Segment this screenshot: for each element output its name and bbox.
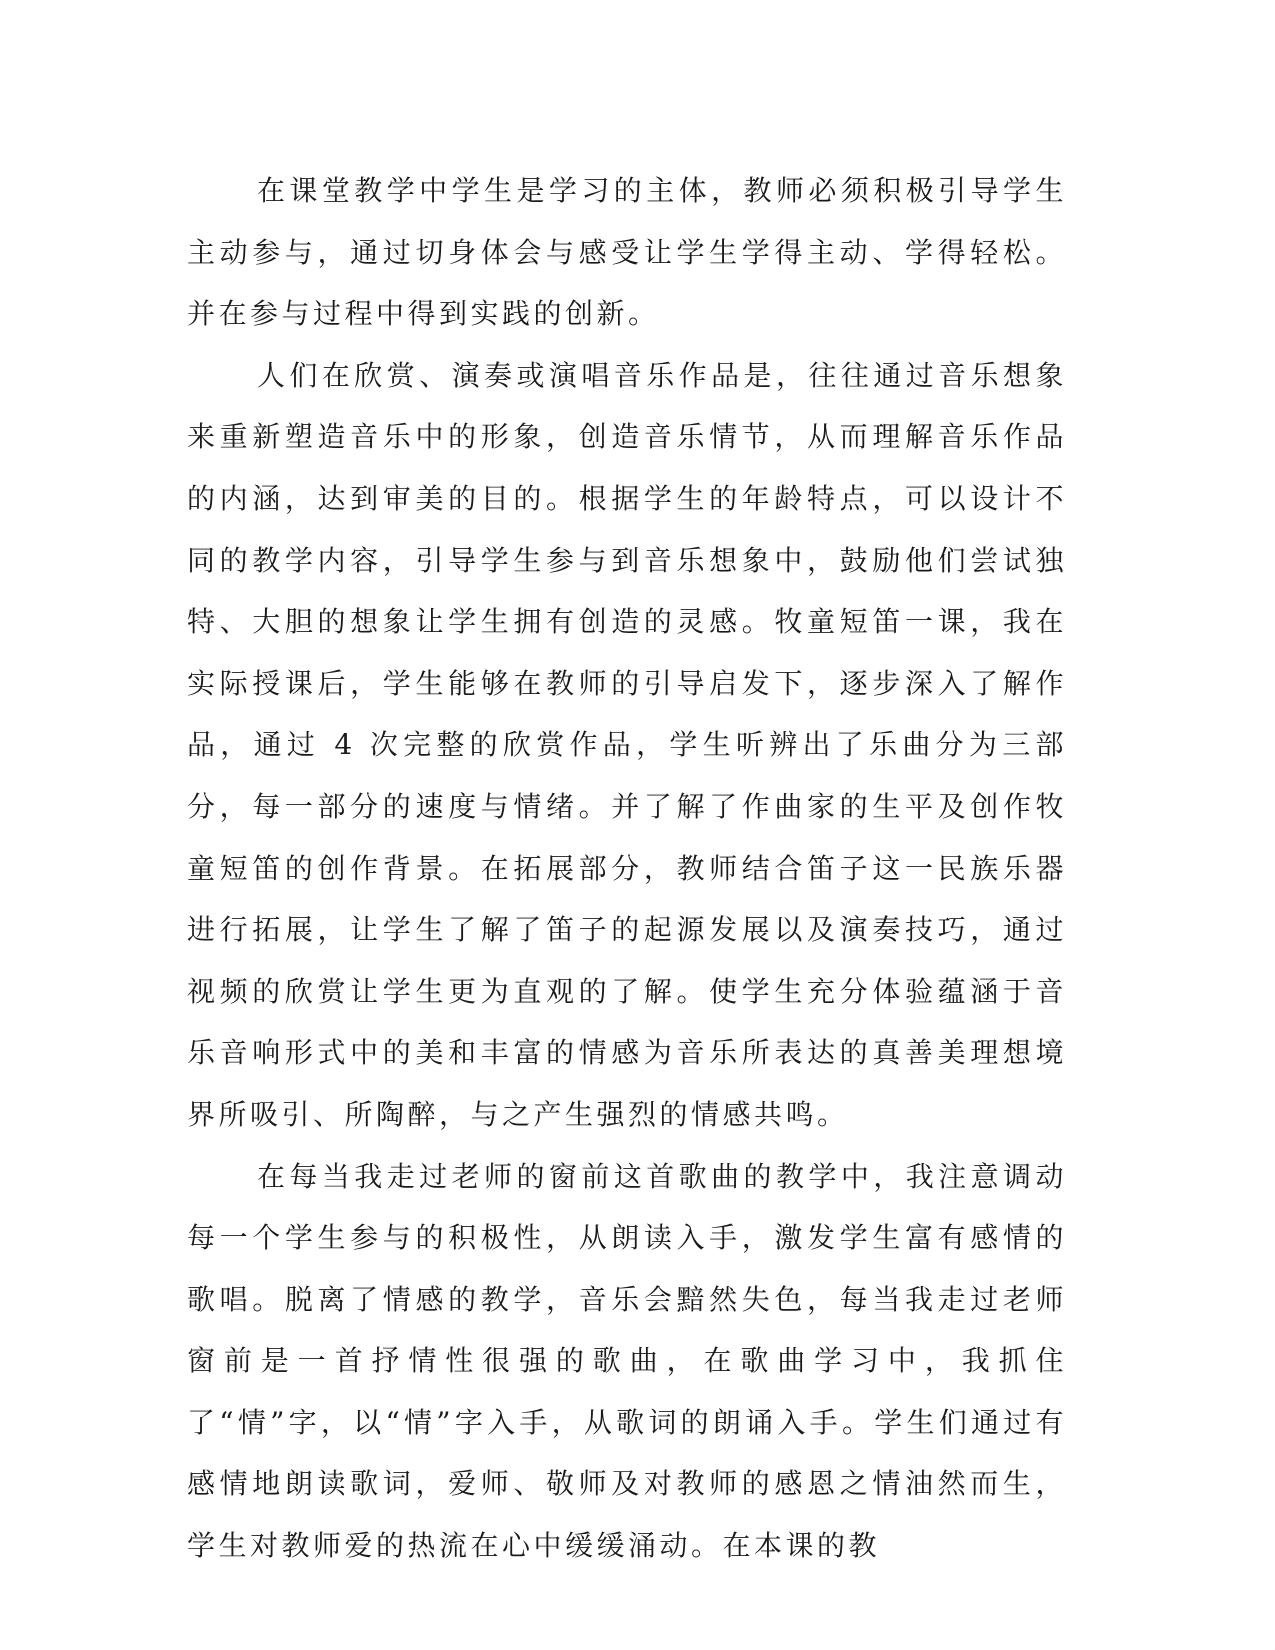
document-body <box>187 160 1067 1577</box>
paragraph-1: 在课堂教学中学生是学习的主体，教师必须积极引导学生主动参与，通过切身体会与感受让学生学得主动、学得轻松。并在参与过程中得到实践的创新。 <box>187 174 1067 331</box>
paragraph-3: 在每当我走过老师的窗前这首歌曲的教学中，我注意调动每一个学生参与的积极性，从朗读入手，激发学生富有感情的歌唱。脱离了情感的教学，音乐会黯然失色，每当我走过老师窗前是一首抒情性很强的歌曲，在歌曲学习中，我抓住了“情”字，以“情”字入手，从歌词的朗诵入手。学生们通过有感情地朗读歌词，爱师、敬师及对教师的感恩之情油然而生，学生对教师爱的热流在心中缓缓涌动。在本课的教 <box>187 1159 1067 1563</box>
paragraph-2: 人们在欣赏、演奏或演唱音乐作品是，往往通过音乐想象来重新塑造音乐中的形象，创造音乐情节，从而理解音乐作品的内涵，达到审美的目的。根据学生的年龄特点，可以设计不同的教学内容，引导学生参与到音乐想象中，鼓励他们尝试独特、大胆的想象让学生拥有创造的灵感。牧童短笛一课，我在实际授课后，学生能够在教师的引导启发下，逐步深入了解作品，通过 4 次完整的欣赏作品，学生听辨出了乐曲分为三部分，每一部分的速度与情绪。并了解了作曲家的生平及创作牧童短笛的创作背景。在拓展部分，教师结合笛子这一民族乐器进行拓展，让学生了解了笛子的起源发展以及演奏技巧，通过视频的欣赏让学生更为直观的了解。使学生充分体验蕴涵于音乐音响形式中的美和丰富的情感为音乐所表达的真善美理想境界所吸引、所陶醉，与之产生强烈的情感共鸣。 <box>187 358 1067 1131</box>
